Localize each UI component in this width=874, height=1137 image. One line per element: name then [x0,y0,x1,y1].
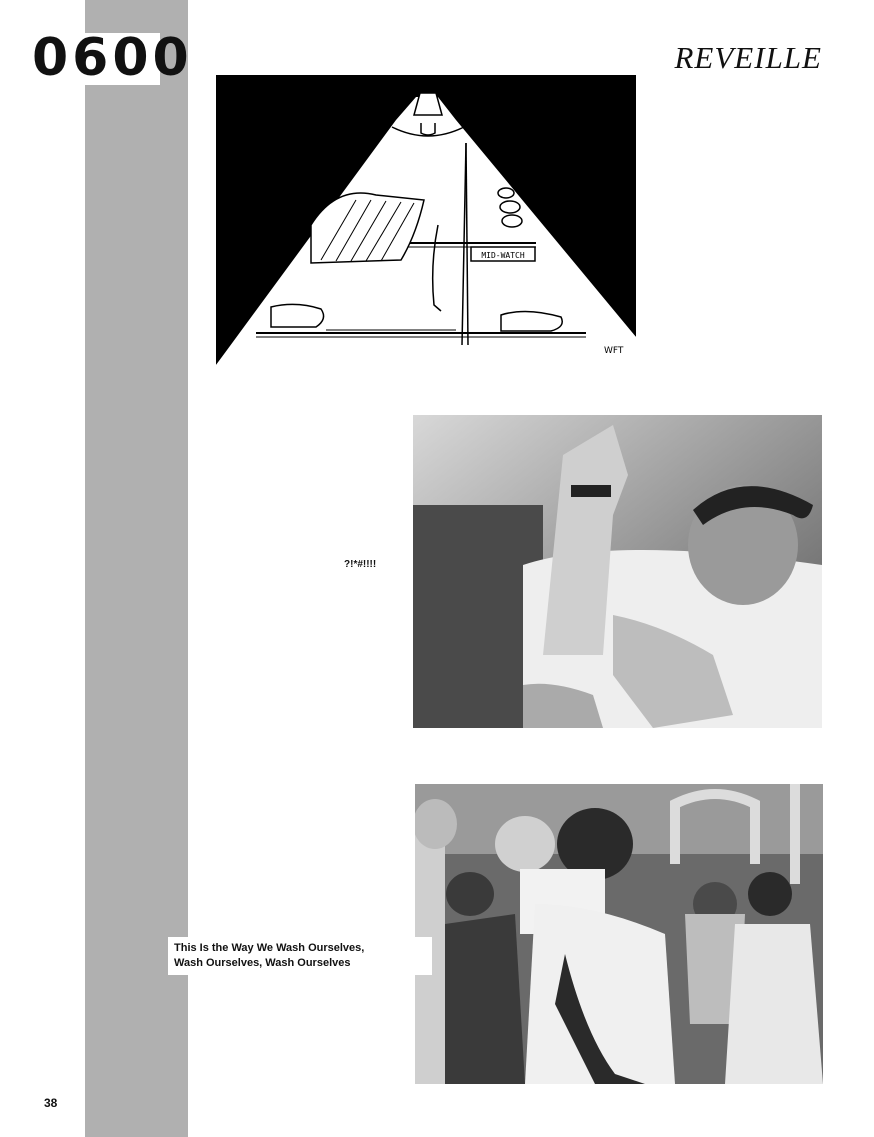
washing-caption-line2: Wash Ourselves, Wash Ourselves [174,957,351,969]
page-number: 38 [44,1096,58,1110]
photo-waking-sailor [413,415,822,728]
artist-signature: WFT [604,346,624,356]
reveille-cartoon [216,75,636,371]
photo-washroom [415,784,823,1084]
page-title: REVEILLE [674,40,822,75]
time-heading: 0600 [32,28,193,88]
washing-caption-line1: This Is the Way We Wash Ourselves, [174,942,365,954]
exclamation-caption: ?!*#!!!! [344,559,377,570]
washing-caption [168,937,432,975]
bunk-label: MID-WATCH [481,251,525,260]
